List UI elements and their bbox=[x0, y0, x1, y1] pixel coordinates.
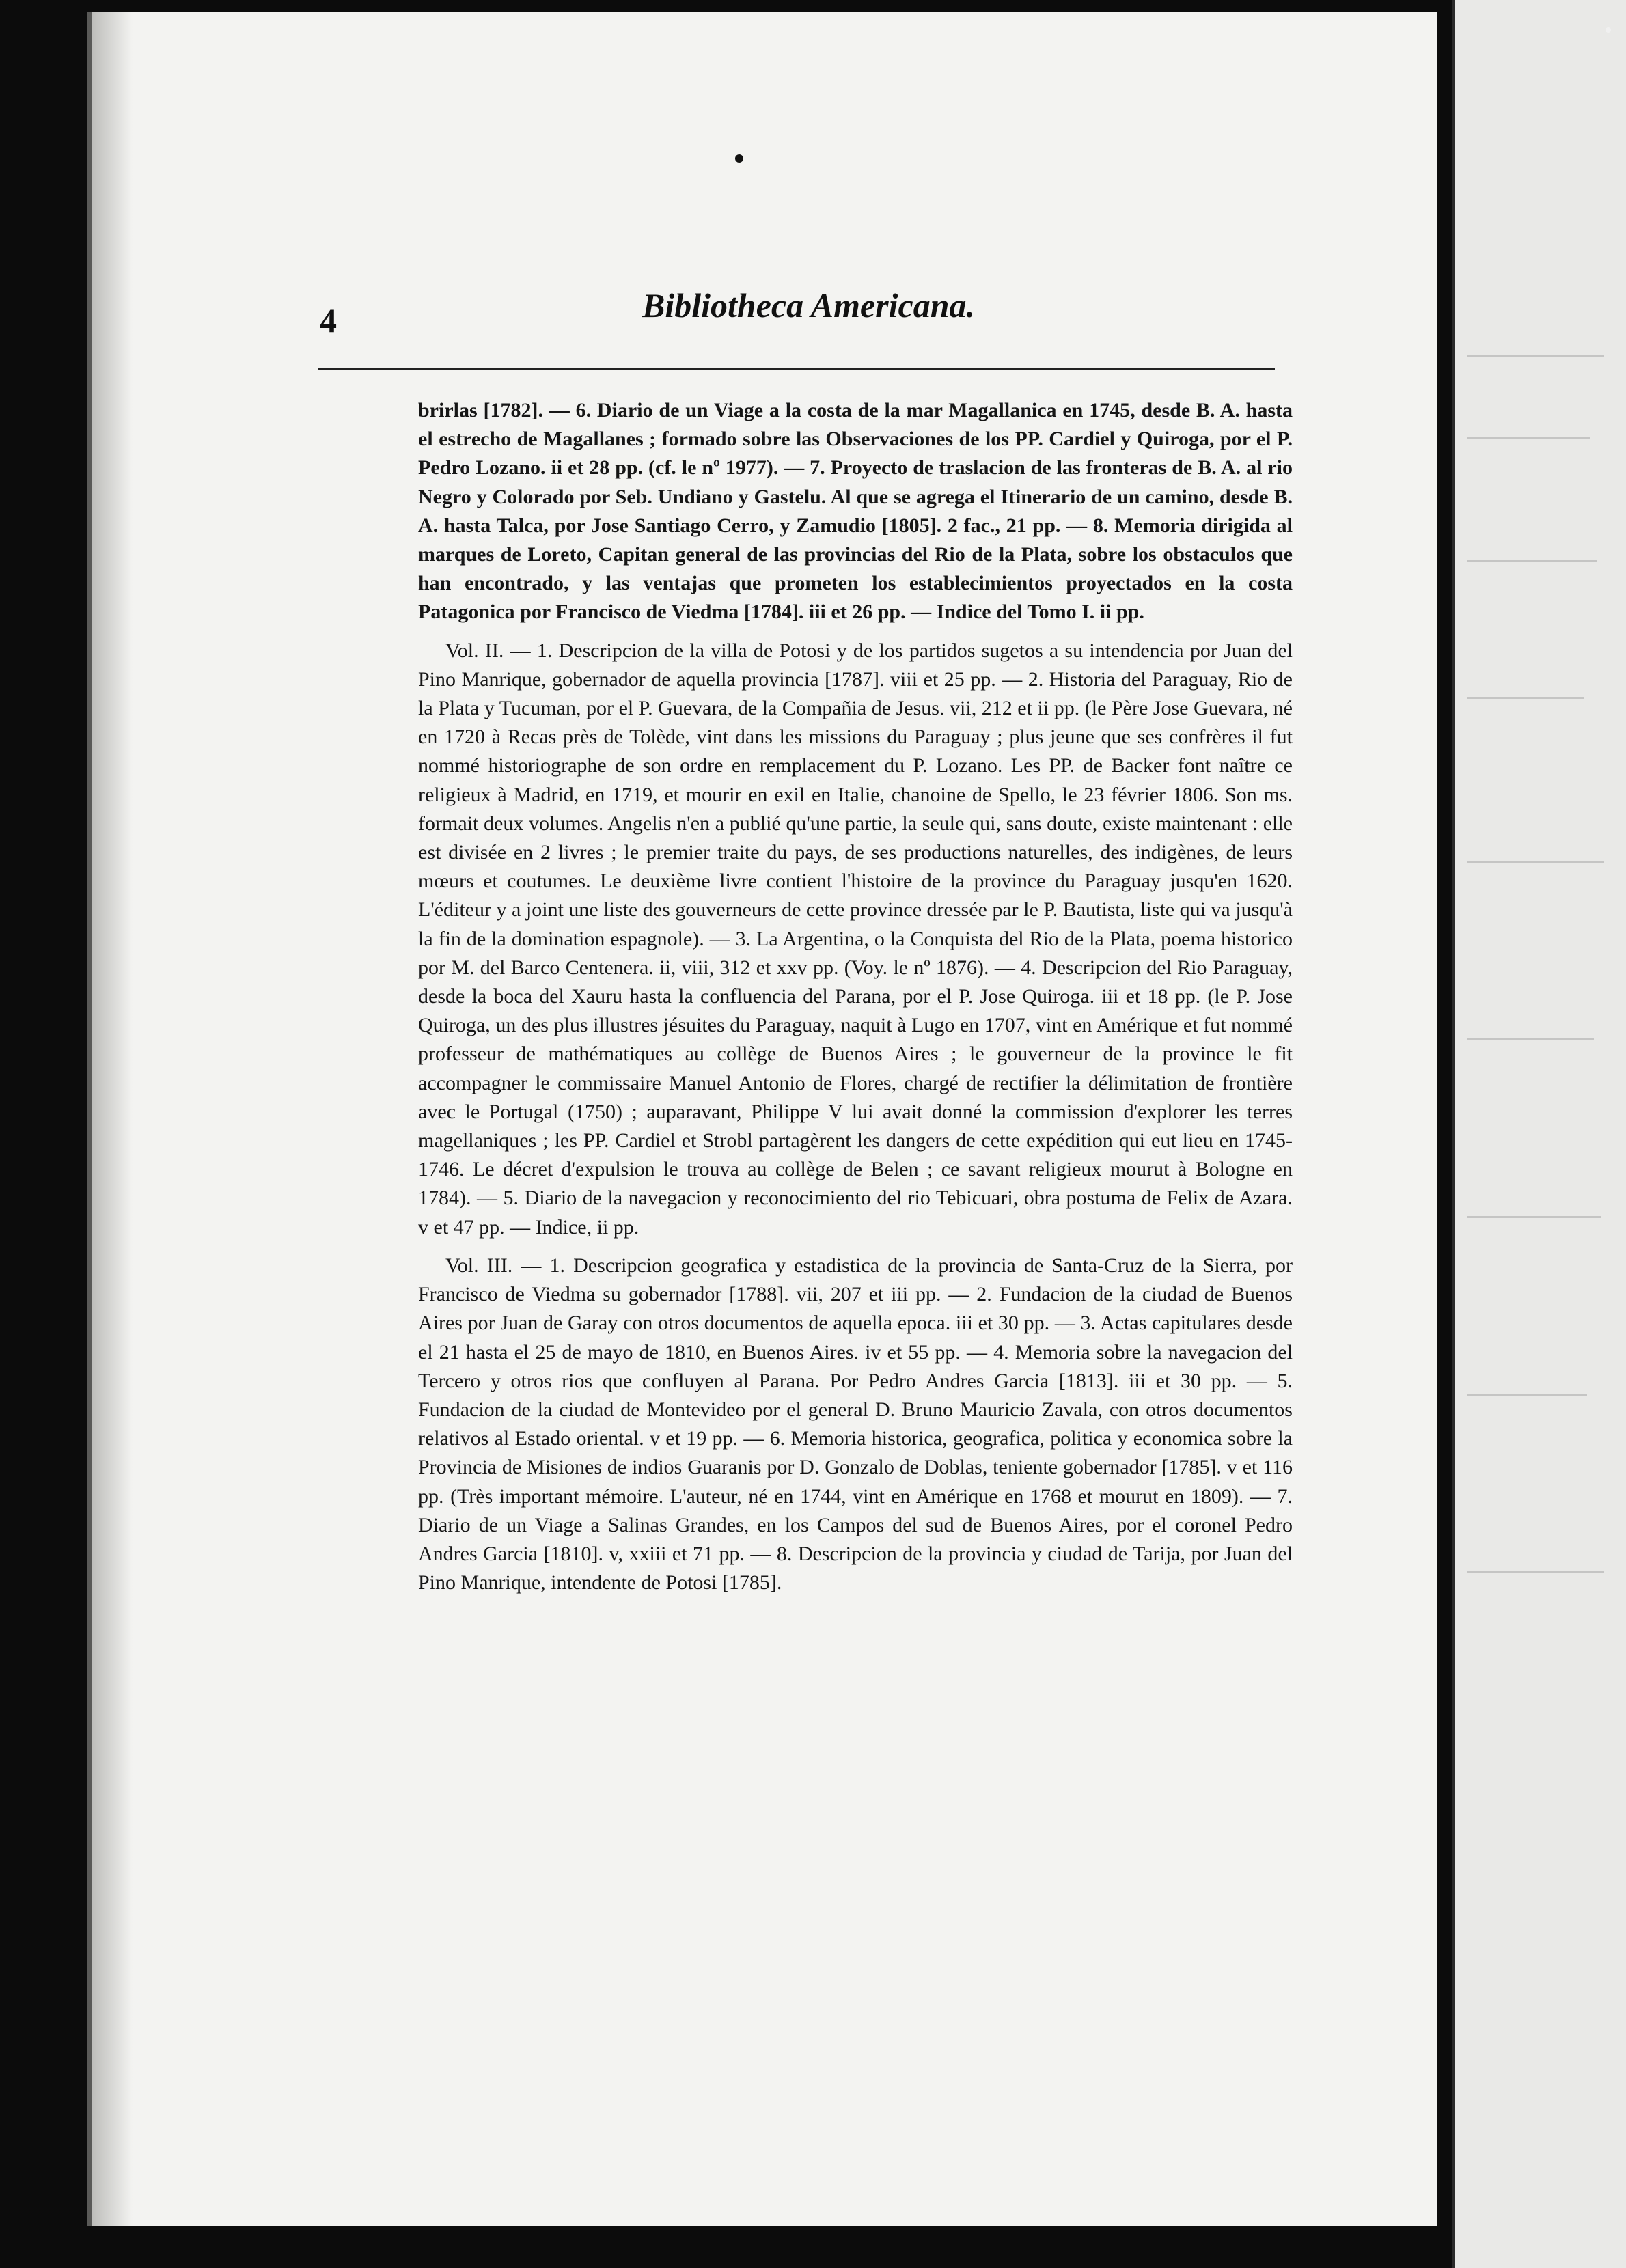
paragraph-vol-1-continuation: brirlas [1782]. — 6. Diario de un Viage a la costa de la mar Magallanica en 1745, desde B. A. hasta el estrecho de Magallanes ; formado sobre las Observaciones de los PP. Cardiel y Quiroga, por el P. Pedro Lozano. ii et 28 pp. (cf. le nº 1977). — 7. Proyecto de traslacion de las fronteras de B. A. al rio Negro y Colorado por Seb. Undiano y Gastelu. Al que se agrega el Itinerario de un camino, desde B. A. hasta Talca, por Jose Santiago Cerro, y Zamudio [1805]. 2 fac., 21 pp. — 8. Memoria dirigida al marques de Loreto, Capitan general de las provincias del Rio de la Plata, sobre los obstaculos que han encontrado, y las ventajas que prometen los establecimientos proyectados en la costa Patagonica por Francisco de Viedma [1784]. iii et 26 pp. — Indice del Tomo I. ii pp. bbox=[418, 399, 1293, 624]
bleed-line bbox=[1467, 355, 1604, 357]
bleed-line bbox=[1467, 1038, 1594, 1040]
adjacent-page bbox=[1452, 0, 1626, 2268]
bleed-line bbox=[1467, 1394, 1587, 1396]
running-title: Bibliotheca Americana. bbox=[642, 286, 976, 324]
bleed-line bbox=[1467, 861, 1604, 863]
bleed-line bbox=[1467, 437, 1590, 439]
ink-speck bbox=[735, 154, 743, 163]
bleed-line bbox=[1467, 560, 1597, 562]
paragraph-vol-2: Vol. II. — 1. Descripcion de la villa de Potosi y de los partidos sugetos a su intendencia por Juan del Pino Manrique, gobernador de aquella provincia [1787]. viii et 25 pp. — 2. Historia del Paraguay, Rio de la Plata y Tucuman, por el P. Guevara, de la Compañia de Jesus. vii, 212 et ii pp. (le Père Jose Guevara, né en 1720 à Recas près de Tolède, vint dans les missions du Paraguay ; plus jeune que ses confrères il fut nommé historiographe de son ordre en remplacement du P. Lozano. Les PP. de Backer font naître ce religieux à Madrid, en 1719, et mourir en exil en Italie, chanoine de Spello, le 23 février 1806. Son ms. formait deux volumes. Angelis n'en a publié qu'une partie, la seule qui, sans doute, existe maintenant : elle est divisée en 2 livres ; le premier traite du pays, de ses productions naturelles, des indigènes, de leurs mœurs et coutumes. Le deuxième livre contient l'histoire de la province du Paraguay jusqu'en 1620. L'éditeur y a joint une liste des gouverneurs de cette province dressée par le P. Bautista, liste qui va jusqu'à la fin de la domination espagnole). — 3. La Argentina, o la Conquista del Rio de la Plata, poema historico por M. del Barco Centenera. ii, viii, 312 et xxv pp. (Voy. le nº 1876). — 4. Descripcion del Rio Paraguay, desde la boca del Xauru hasta la confluencia del Parana, por el P. Jose Quiroga. iii et 18 pp. (le P. Jose Quiroga, un des plus illustres jésuites du Paraguay, naquit à Lugo en 1707, vint en Amérique et fut nommé professeur de mathématiques au collège de Buenos Aires ; le gouverneur de la province le fit accompagner le commissaire Manuel Antonio de Flores, chargé de rectifier la délimitation de frontière avec le Portugal (1750) ; auparavant, Philippe V lui avait donné la commission d'explorer les terres magellaniques ; les PP. Cardiel et Strobl partagèrent les dangers de cette expédition qui eut lieu en 1745-1746. Le décret d'expulsion le trouva au collège de Belen ; ce savant religieux mourut à Bologne en 1784). — 5. Diario de la navegacion y reconocimiento del rio Tebicuari, obra postuma de Felix de Azara. v et 47 pp. — Indice, ii pp. bbox=[418, 639, 1293, 1239]
page-body bbox=[418, 396, 1293, 1597]
header-rule bbox=[318, 368, 1275, 370]
bleed-line bbox=[1467, 1216, 1601, 1218]
bleed-line bbox=[1467, 697, 1584, 699]
paragraph-vol-3: Vol. III. — 1. Descripcion geografica y estadistica de la provincia de Santa-Cruz de la Sierra, por Francisco de Viedma su gobernador [1788]. vii, 207 et iii pp. — 2. Fundacion de la ciudad de Buenos Aires por Juan de Garay con otros documentos de aquella epoca. iii et 30 pp. — 3. Actas capitulares desde el 21 hasta el 25 de mayo de 1810, en Buenos Aires. iv et 55 pp. — 4. Memoria sobre la navegacion del Tercero y otros rios que confluyen al Parana. Por Pedro Andres Garcia [1813]. iii et 30 pp. — 5. Fundacion de la ciudad de Montevideo por el general D. Bruno Mauricio Zavala, con otros documentos relativos al Estado oriental. v et 19 pp. — 6. Memoria historica, geografica, politica y economica sobre la Provincia de Misiones de indios Guaranis por D. Gonzalo de Doblas, teniente gobernador [1785]. v et 116 pp. (Très important mémoire. L'auteur, né en 1744, vint en Amérique en 1768 et mourut en 1809). — 7. Diario de un Viage a Salinas Grandes, en los Campos del sud de Buenos Aires, por el coronel Pedro Andres Garcia [1810]. v, xxiii et 71 pp. — 8. Descripcion de la provincia y ciudad de Tarija, por Juan del Pino Manrique, intendente de Potosi [1785]. bbox=[418, 1254, 1293, 1594]
scan-mark bbox=[1606, 27, 1611, 33]
page-gutter-shadow bbox=[92, 12, 133, 2226]
bleed-line bbox=[1467, 1571, 1604, 1573]
page-number: 4 bbox=[320, 301, 337, 340]
